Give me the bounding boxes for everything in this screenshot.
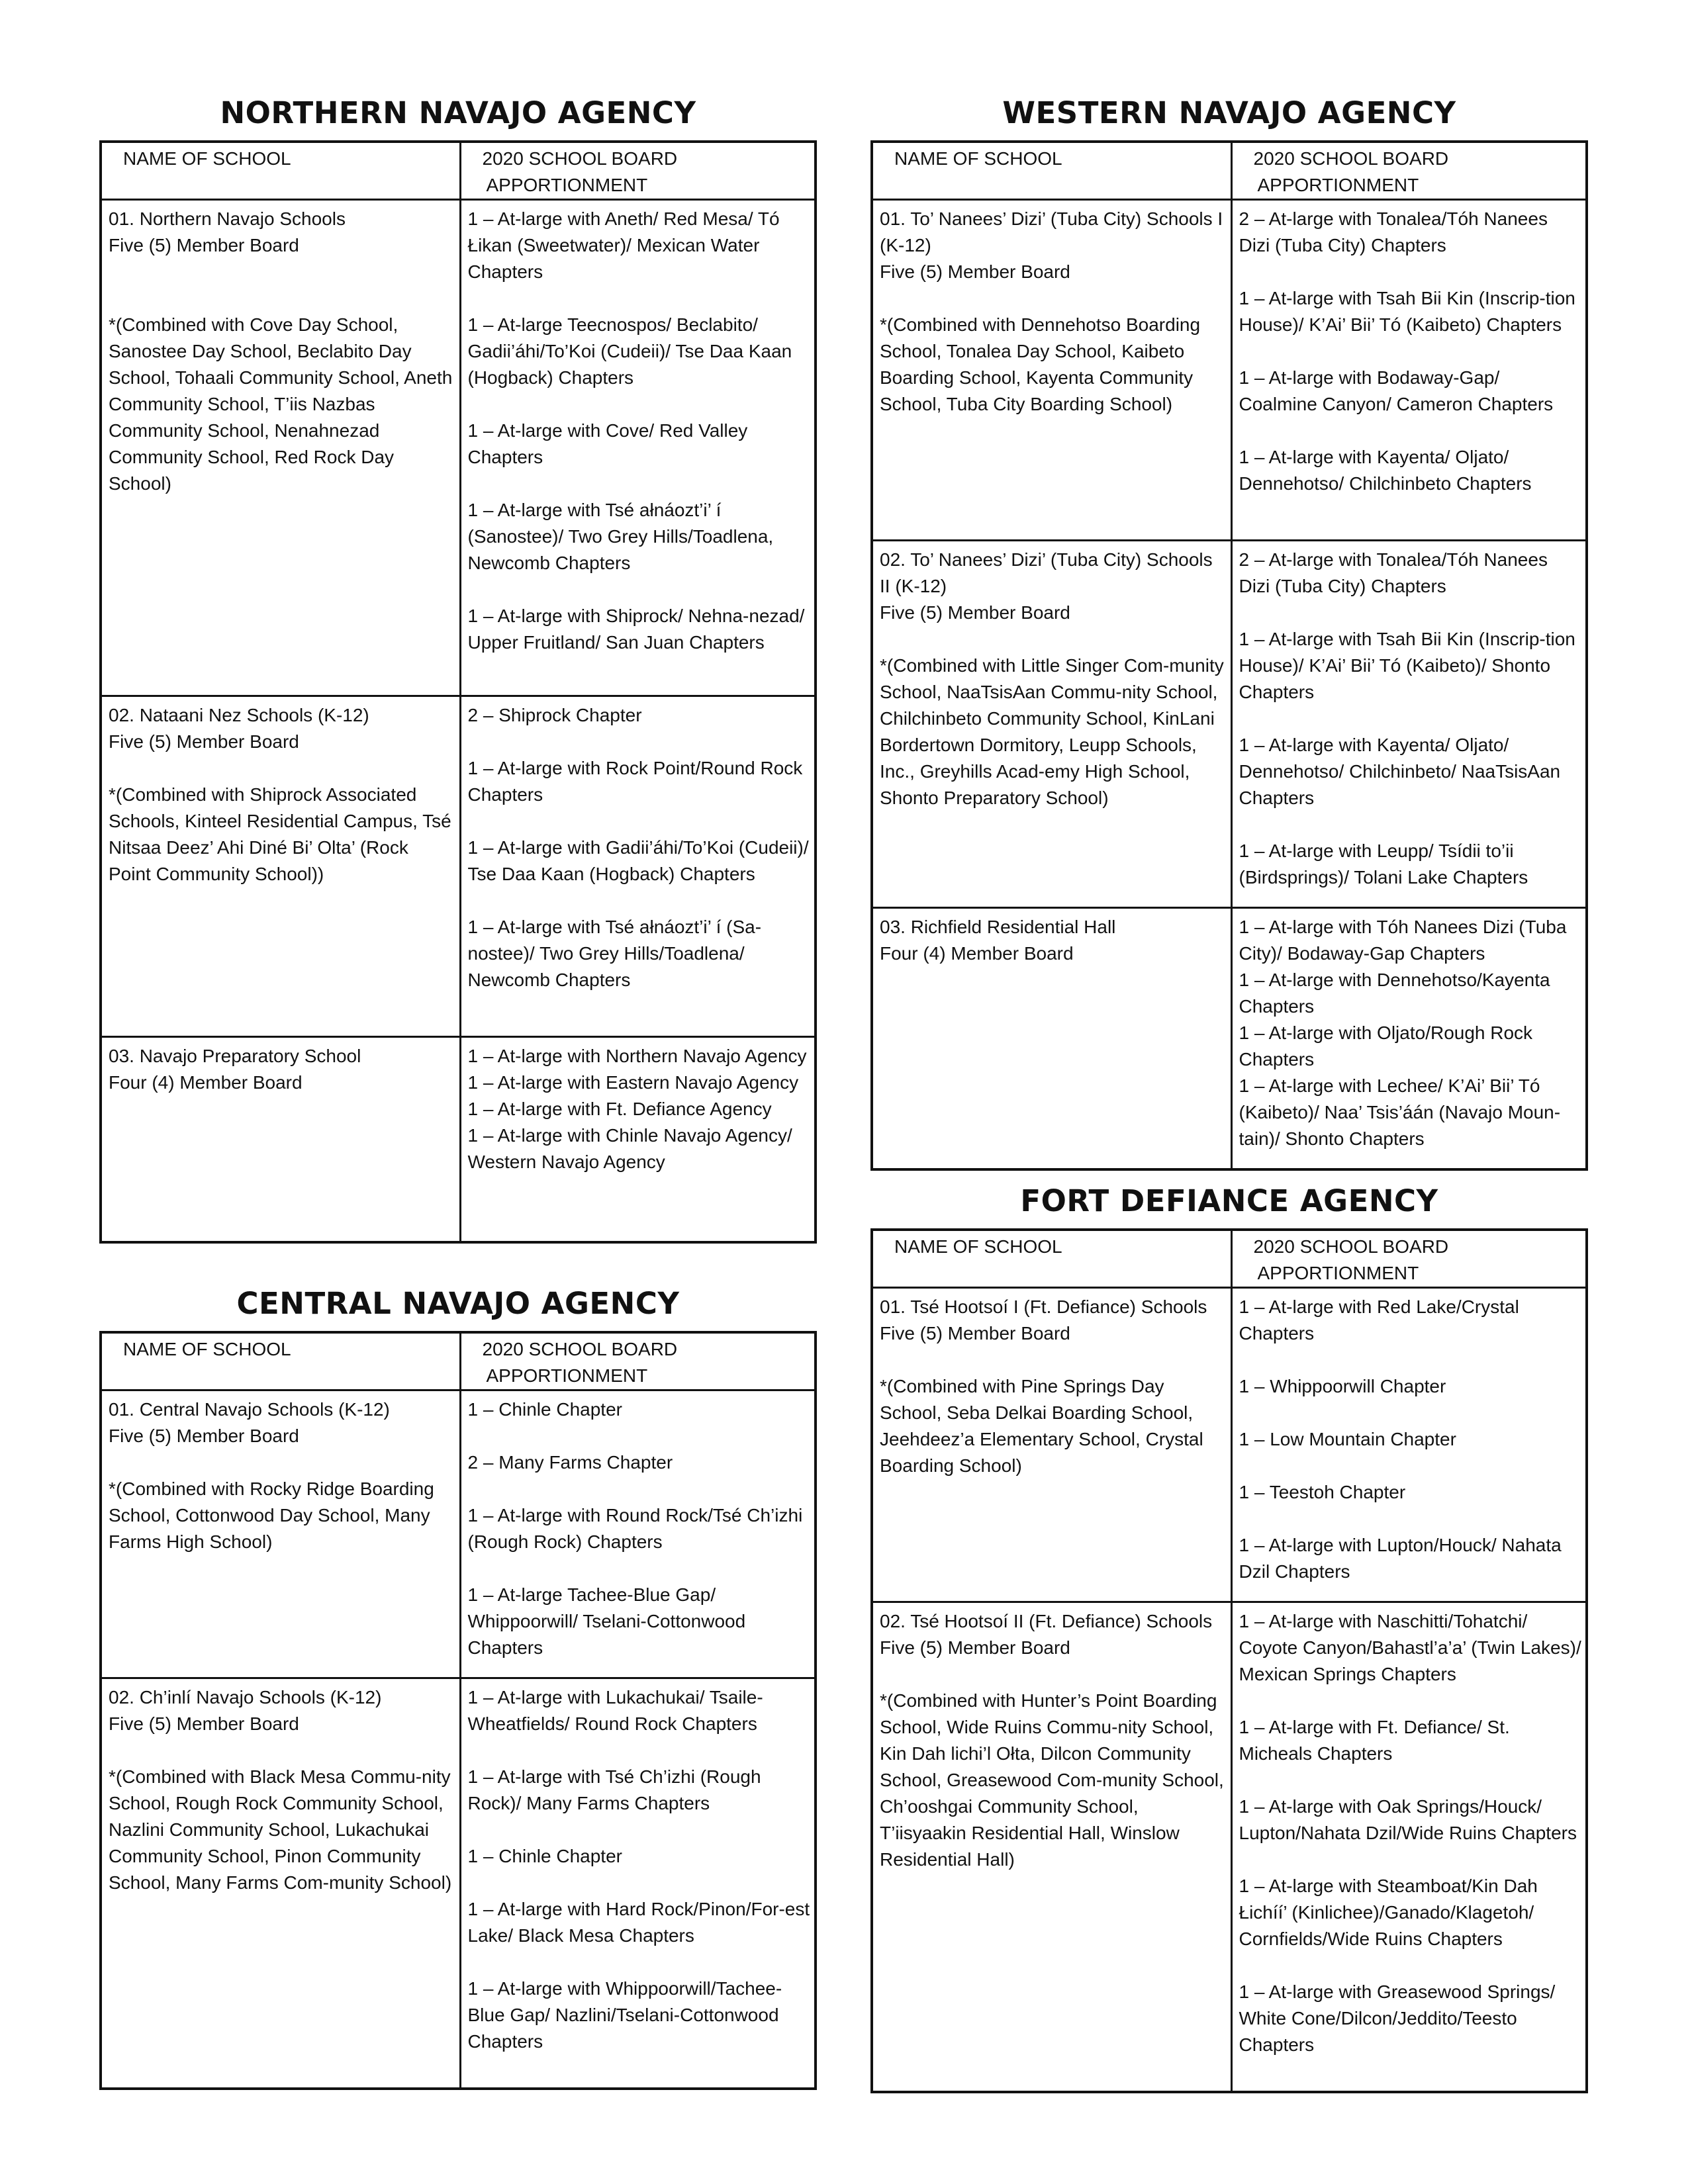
apportionment-cell [460, 696, 816, 1037]
apportionment-item: 1 – At-large with Round Rock/Tsé Ch’izhi (Rough Rock) Chapters [467, 1505, 803, 1552]
apportionment-item: 1 – At-large with Oak Springs/Houck/ Lupton/Nahata Dzil/Wide Ruins Chapters [1239, 1796, 1577, 1843]
school-cell [101, 1678, 460, 2089]
school-name: 01. Tsé Hootsoí I (Ft. Defiance) Schools Five (5) Member Board [880, 1297, 1207, 1343]
apportionment-item: 1 – At-large with Hard Rock/Pinon/For-est Lake/ Black Mesa Chapters [467, 1899, 810, 1946]
western-agency-table [870, 140, 1588, 1171]
apportionment-item: 1 – At-large with Tsé Ch’izhi (Rough Rock)/ Many Farms Chapters [467, 1766, 761, 1813]
table-row [101, 696, 816, 1037]
central-agency-section [99, 1282, 817, 2090]
table-header-row [872, 1230, 1587, 1288]
combined-note: *(Combined with Dennehotso Boarding School, Tonalea Day School, Kaibeto Boarding School, Kayenta Community School, Tuba City Boarding School) [880, 314, 1201, 414]
apportionment-item: 1 – At-large with Lukachukai/ Tsaile-Wheatfields/ Round Rock Chapters [467, 1687, 763, 1734]
apportionment-item: 1 – At-large with Rock Point/Round Rock Chapters [467, 758, 803, 805]
apportionment-item: 1 – At-large with Bodaway-Gap/ Coalmine Canyon/ Cameron Chapters [1239, 367, 1554, 414]
name-of-school-header: NAME OF SCHOOL [101, 142, 460, 200]
apportionment-item: 1 – Chinle Chapter [467, 1846, 622, 1866]
apportionment-item: 1 – At-large with Red Lake/Crystal Chapters [1239, 1297, 1519, 1343]
apportionment-item: 1 – At-large with Leupp/ Tsídii to’ii (Birdsprings)/ Tolani Lake Chapters [1239, 841, 1528, 887]
apportionment-cell [1231, 200, 1587, 541]
apportionment-item: 1 – At-large Teecnospos/ Beclabito/ Gadii’áhi/To’Koi (Cudeii)/ Tse Daa Kaan (Hogback) Chapters [467, 314, 792, 388]
apportionment-item: 1 – At-large Tachee-Blue Gap/ Whippoorwill/ Tselani-Cottonwood Chapters [467, 1584, 746, 1658]
school-name: 02. Ch’inlí Navajo Schools (K-12) Five (5) Member Board [109, 1687, 382, 1734]
apportionment-item: 1 – At-large with Aneth/ Red Mesa/ Tó Łikan (Sweetwater)/ Mexican Water Chapters [467, 208, 780, 282]
school-name: 03. Navajo Preparatory School Four (4) Member Board [109, 1046, 361, 1093]
apportionment-item: 1 – At-large with Gadii’áhi/To’Koi (Cudeii)/ Tse Daa Kaan (Hogback) Chapters [467, 837, 809, 884]
combined-note: *(Combined with Little Singer Com-munity School, NaaTsisAan Commu-nity School, Chilchinbeto Community School, KinLani Bordertown Dormitory, Leupp Schools, Inc., Greyhills Acad-emy High School, Shonto Preparatory School) [880, 655, 1224, 808]
table-header-row [101, 1332, 816, 1390]
apportionment-header: 2020 SCHOOL BOARD APPORTIONMENT [460, 142, 816, 200]
table-header-row [872, 142, 1587, 200]
central-agency-title: CENTRAL NAVAJO AGENCY [236, 1286, 680, 1321]
table-row [872, 200, 1587, 541]
school-cell [101, 1390, 460, 1678]
apportionment-item: 1 – At-large with Whippoorwill/Tachee-Blue Gap/ Nazlini/Tselani-Cottonwood Chapters [467, 1978, 782, 2052]
western-agency-section [870, 91, 1588, 1171]
apportionment-header: 2020 SCHOOL BOARD APPORTIONMENT [1231, 1230, 1587, 1288]
apportionment-item: 1 – At-large with Greasewood Springs/ White Cone/Dilcon/Jeddito/Teesto Chapters [1239, 1981, 1556, 2055]
combined-note: *(Combined with Shiprock Associated Schools, Kinteel Residential Campus, Tsé Nitsaa Deez’ Ahi Diné Bi’ Olta’ (Rock Point Community School)) [109, 784, 451, 884]
apportionment-item: 1 – Whippoorwill Chapter [1239, 1376, 1446, 1396]
apportionment-item: 1 – At-large with Shiprock/ Nehna-nezad/ Upper Fruitland/ San Juan Chapters [467, 606, 805, 653]
school-name: 02. To’ Nanees’ Dizi’ (Tuba City) Schools II (K-12) Five (5) Member Board [880, 549, 1213, 623]
apportionment-item: 1 – At-large with Ft. Defiance/ St. Micheals Chapters [1239, 1717, 1510, 1764]
fort-defiance-agency-section [870, 1179, 1588, 2093]
name-of-school-header: NAME OF SCHOOL [872, 142, 1231, 200]
apportionment-cell [1231, 1288, 1587, 1602]
apportionment-list: 1 – At-large with Tóh Nanees Dizi (Tuba City)/ Bodaway-Gap Chapters 1 – At-large with Dennehotso/Kayenta Chapters 1 – At-large with Oljato/Rough Rock Chapters 1 – At-large with Lechee/ K’Ai’ Bii’ Tó (Kaibeto)/ Naa’ Tsis’áán (Navajo Moun-tain)/ Shonto Chapters [1239, 917, 1567, 1149]
apportionment-item: 1 – Low Mountain Chapter [1239, 1429, 1456, 1449]
table-row [872, 1602, 1587, 2092]
combined-note: *(Combined with Rocky Ridge Boarding School, Cottonwood Day School, Many Farms High School) [109, 1479, 434, 1552]
combined-note: *(Combined with Hunter’s Point Boarding School, Wide Ruins Commu-nity School, Kin Dah lichi’l Ołta, Dilcon Community School, Greasewood Com-munity School, Ch’ooshgai Community School, T’iisyaakin Residential Hall, Winslow Residential Hall) [880, 1690, 1224, 1870]
apportionment-item: 1 – At-large with Kayenta/ Oljato/ Dennehotso/ Chilchinbeto Chapters [1239, 447, 1532, 494]
school-cell [101, 1037, 460, 1242]
combined-note: *(Combined with Cove Day School, Sanostee Day School, Beclabito Day School, Tohaali Community School, Aneth Community School, T’iis Nazbas Community School, Nenahnezad Community School, Red Rock Day School) [109, 314, 453, 494]
apportionment-item: 2 – Many Farms Chapter [467, 1452, 673, 1473]
table-row [872, 541, 1587, 908]
apportionment-item: 2 – Shiprock Chapter [467, 705, 642, 725]
apportionment-item: 2 – At-large with Tonalea/Tóh Nanees Dizi (Tuba City) Chapters [1239, 549, 1548, 596]
central-agency-table [99, 1331, 817, 2090]
apportionment-cell [460, 1390, 816, 1678]
table-row [872, 908, 1587, 1169]
school-name: 01. Central Navajo Schools (K-12) Five (5) Member Board [109, 1399, 390, 1446]
name-of-school-header: NAME OF SCHOOL [101, 1332, 460, 1390]
apportionment-cell [460, 1037, 816, 1242]
apportionment-item: 1 – At-large with Tsah Bii Kin (Inscrip-tion House)/ K’Ai’ Bii’ Tó (Kaibeto)/ Shonto Chapters [1239, 629, 1575, 702]
table-header-row [101, 142, 816, 200]
apportionment-item: 1 – At-large with Tsah Bii Kin (Inscrip-tion House)/ K’Ai’ Bii’ Tó (Kaibeto) Chapters [1239, 288, 1575, 335]
school-name: 01. To’ Nanees’ Dizi’ (Tuba City) Schools I (K-12) Five (5) Member Board [880, 208, 1223, 282]
apportionment-item: 2 – At-large with Tonalea/Tóh Nanees Dizi (Tuba City) Chapters [1239, 208, 1548, 255]
apportionment-item: 1 – Teestoh Chapter [1239, 1482, 1406, 1502]
name-of-school-header: NAME OF SCHOOL [872, 1230, 1231, 1288]
fort-defiance-agency-table [870, 1228, 1588, 2093]
apportionment-item: 1 – At-large with Lupton/Houck/ Nahata Dzil Chapters [1239, 1535, 1562, 1582]
table-row [101, 200, 816, 696]
apportionment-cell [1231, 1602, 1587, 2092]
northern-agency-section [99, 91, 817, 1244]
combined-note: *(Combined with Pine Springs Day School, Seba Delkai Boarding School, Jeehdeez’a Elementary School, Crystal Boarding School) [880, 1376, 1203, 1476]
western-agency-title: WESTERN NAVAJO AGENCY [1002, 95, 1456, 130]
apportionment-cell [1231, 908, 1587, 1169]
school-name: 01. Northern Navajo Schools Five (5) Member Board [109, 208, 346, 255]
apportionment-item: 1 – At-large with Kayenta/ Oljato/ Dennehotso/ Chilchinbeto/ NaaTsisAan Chapters [1239, 735, 1561, 808]
school-cell [101, 200, 460, 696]
table-row [101, 1390, 816, 1678]
table-row [101, 1037, 816, 1242]
school-cell [872, 1602, 1231, 2092]
table-row [872, 1288, 1587, 1602]
northern-agency-title: NORTHERN NAVAJO AGENCY [220, 95, 696, 130]
apportionment-cell [460, 1678, 816, 2089]
school-cell [101, 696, 460, 1037]
school-cell [872, 200, 1231, 541]
apportionment-item: 1 – At-large with Naschitti/Tohatchi/ Coyote Canyon/Bahastl’a’a’ (Twin Lakes)/ Mexican Springs Chapters [1239, 1611, 1581, 1684]
apportionment-item: 1 – At-large with Tsé ałnáozt’i’ í (Sanostee)/ Two Grey Hills/Toadlena, Newcomb Chapters [467, 500, 774, 573]
apportionment-cell [1231, 541, 1587, 908]
school-cell [872, 908, 1231, 1169]
apportionment-list: 1 – At-large with Northern Navajo Agency 1 – At-large with Eastern Navajo Agency 1 – At-large with Ft. Defiance Agency 1 – At-large with Chinle Navajo Agency/ Western Navajo Agency [467, 1046, 807, 1172]
apportionment-item: 1 – At-large with Steamboat/Kin Dah Łichíí’ (Kinlichee)/Ganado/Klagetoh/ Cornfields/Wide Ruins Chapters [1239, 1876, 1538, 1949]
school-name: 02. Nataani Nez Schools (K-12) Five (5) Member Board [109, 705, 369, 752]
school-name: 02. Tsé Hootsoí II (Ft. Defiance) Schools Five (5) Member Board [880, 1611, 1213, 1658]
school-cell [872, 541, 1231, 908]
combined-note: *(Combined with Black Mesa Commu-nity School, Rough Rock Community School, Nazlini Community School, Lukachukai Community School, Pinon Community School, Many Farms Com-munity School) [109, 1766, 452, 1893]
school-cell [872, 1288, 1231, 1602]
northern-agency-table [99, 140, 817, 1244]
apportionment-header: 2020 SCHOOL BOARD APPORTIONMENT [460, 1332, 816, 1390]
fort-defiance-agency-title: FORT DEFIANCE AGENCY [1020, 1183, 1438, 1218]
apportionment-item: 1 – At-large with Cove/ Red Valley Chapters [467, 420, 748, 467]
apportionment-item: 1 – At-large with Tsé ałnáozt’i’ í (Sa-nostee)/ Two Grey Hills/Toadlena/ Newcomb Chapters [467, 917, 762, 990]
apportionment-item: 1 – Chinle Chapter [467, 1399, 622, 1420]
table-row [101, 1678, 816, 2089]
apportionment-header: 2020 SCHOOL BOARD APPORTIONMENT [1231, 142, 1587, 200]
apportionment-cell [460, 200, 816, 696]
school-name: 03. Richfield Residential Hall Four (4) Member Board [880, 917, 1116, 964]
